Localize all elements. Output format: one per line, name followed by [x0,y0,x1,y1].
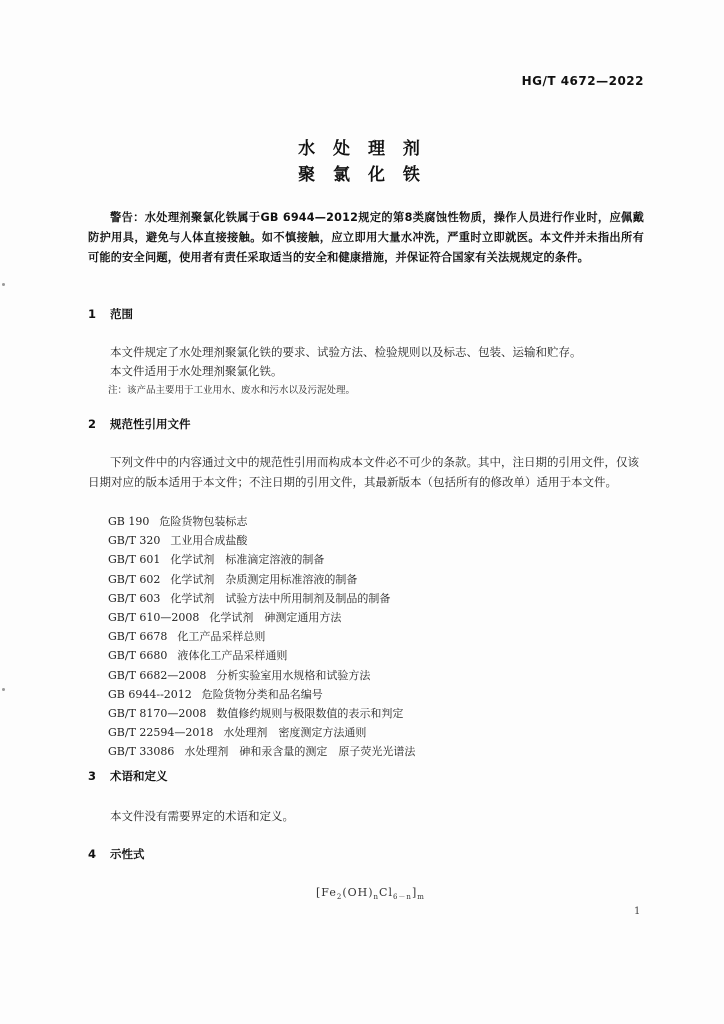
section-number: 1 [88,307,97,321]
section-1-paragraph-2: 本文件适用于水处理剂聚氯化铁。 [110,364,283,378]
reference-title: 水处理剂 密度测定方法通则 [223,726,367,740]
reference-item [108,512,415,531]
reference-item [108,685,415,704]
section-1-paragraph-1: 本文件规定了水处理剂聚氯化铁的要求、试验方法、检验规则以及标志、包装、运输和贮存。 [110,345,582,359]
reference-item [108,550,415,569]
warning-paragraph: 警告：水处理剂聚氯化铁属于GB 6944—2012规定的第8类腐蚀性物质，操作人员进行作业时，应佩戴防护用具，避免与人体直接接触。如不慎接触，应立即用大量水冲洗，严重时立即就医。本文件并未指出所有可能的安全问题，使用者有责任采取适当的安全和健康措施，并保证符合国家有关法规规定的条件。 [88,211,644,264]
reference-title: 危险货物分类和品名编号 [201,687,323,701]
section-title: 术语和定义 [110,769,168,783]
section-number: 4 [88,847,97,861]
reference-code: GB/T 8170—2008 [108,706,207,720]
reference-item [108,570,415,589]
reference-item [108,742,415,761]
reference-title: 化学试剂 杂质测定用标准溶液的制备 [170,572,358,586]
section-1-heading [88,306,133,322]
reference-code: GB/T 22594—2018 [108,726,214,740]
section-2-intro: 下列文件中的内容通过文中的规范性引用而构成本文件必不可少的条款。其中，注日期的引用文件，仅该日期对应的版本适用于本文件；不注日期的引用文件，其最新版本（包括所有的修改单）适用于本文件。 [88,455,639,489]
reference-item [108,589,415,608]
reference-code: GB/T 320 [108,534,161,548]
reference-title: 危险货物包装标志 [159,515,248,528]
reference-item [108,666,415,685]
reference-code: GB/T 603 [108,591,161,605]
reference-title: 化工产品采样总则 [177,630,266,644]
reference-item [108,704,415,723]
reference-code: GB 6944--2012 [108,687,192,701]
section-title: 规范性引用文件 [110,417,191,431]
section-title: 范围 [110,307,134,321]
section-number: 2 [88,417,97,431]
reference-item [108,646,415,665]
chemical-formula: $[Fe_2(OH)_nCl_{6-n}]_m$ [316,886,425,902]
reference-code: GB/T 602 [108,572,161,586]
scan-artifact [2,283,5,286]
reference-title: 化学试剂 标准滴定溶液的制备 [170,553,325,567]
reference-code: GB/T 33086 [108,745,175,759]
reference-title: 数值修约规则与极限数值的表示和判定 [216,706,404,720]
section-4-heading [88,846,145,862]
document-title-line2: 聚 氯 化 铁 [298,165,426,185]
reference-code: GB/T 6678 [108,630,168,644]
reference-title: 液体化工产品采样通则 [177,649,288,663]
section-2-heading [88,416,191,432]
reference-item [108,627,415,646]
document-title-line1: 水 处 理 剂 [298,139,426,159]
reference-code: GB/T 610—2008 [108,610,200,624]
normative-references-list [108,512,415,761]
reference-title: 水处理剂 砷和汞含量的测定 原子荧光光谱法 [184,745,416,759]
reference-title: 化学试剂 砷测定通用方法 [209,610,342,624]
reference-code: GB 190 [108,515,150,528]
reference-title: 分析实验室用水规格和试验方法 [216,668,371,682]
section-3-paragraph: 本文件没有需要界定的术语和定义。 [110,809,294,823]
section-title: 示性式 [110,847,145,861]
reference-code: GB/T 601 [108,553,161,567]
reference-item [108,723,415,742]
section-3-heading [88,768,168,784]
reference-code: GB/T 6680 [108,649,168,663]
standard-code: HG/T 4672—2022 [521,74,644,88]
section-1-note: 注：该产品主要用于工业用水、废水和污水以及污泥处理。 [108,385,356,396]
scan-artifact [2,688,5,691]
reference-code: GB/T 6682—2008 [108,668,207,682]
reference-item [108,608,415,627]
reference-item [108,531,415,550]
reference-title: 化学试剂 试验方法中所用制剂及制品的制备 [170,591,391,605]
page-number: 1 [634,906,641,917]
section-number: 3 [88,769,97,783]
reference-title: 工业用合成盐酸 [170,534,248,548]
